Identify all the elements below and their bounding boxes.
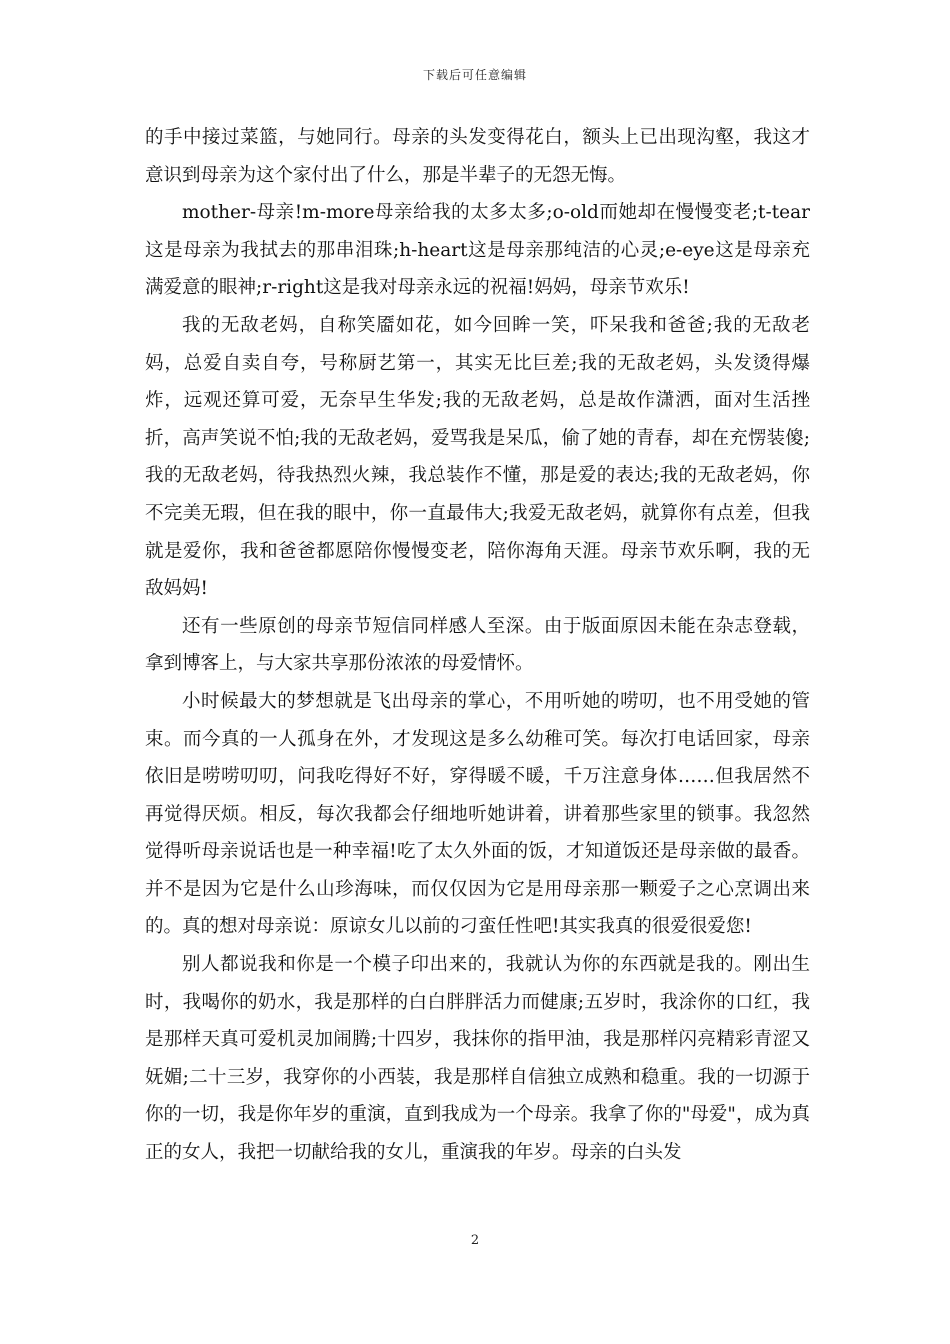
paragraph: 别人都说我和你是一个模子印出来的，我就认为你的东西就是我的。刚出生时，我喝你的奶水，我是那样的白白胖胖活力而健康;五岁时，我涂你的口红，我是那样天真可爱机灵加闹腾;十四岁，我抹你的指甲油，我是那样闪亮精彩青涩又妩媚;二十三岁，我穿你的小西装，我是那样自信独立成熟和稳重。我的一切源于你的一切，我是你年岁的重演，直到我成为一个母亲。我拿了你的"母爱"，成为真正的女人，我把一切献给我的女儿，重演我的年岁。母亲的白头发 xyxy=(145,954,810,1164)
page-header: 下载后可任意编辑 xyxy=(422,68,527,82)
document-body xyxy=(145,119,810,1172)
page-number: 2 xyxy=(470,1233,480,1248)
paragraph: 的手中接过菜篮，与她同行。母亲的头发变得花白，额头上已出现沟壑，我这才意识到母亲为这个家付出了什么，那是半辈子的无怨无悔。 xyxy=(145,127,810,186)
paragraph: 我的无敌老妈，自称笑靥如花，如今回眸一笑，吓呆我和爸爸;我的无敌老妈，总爱自卖自夸，号称厨艺第一，其实无比巨差;我的无敌老妈，头发烫得爆炸，远观还算可爱，无奈早生华发;我的无敌老妈，总是故作潇洒，面对生活挫折，高声笑说不怕;我的无敌老妈，爱骂我是呆瓜，偷了她的青春，却在充愣装傻;我的无敌老妈，待我热烈火辣，我总装作不懂，那是爱的表达;我的无敌老妈，你不完美无瑕，但在我的眼中，你一直最伟大;我爱无敌老妈，就算你有点差，但我就是爱你，我和爸爸都愿陪你慢慢变老，陪你海角天涯。母亲节欢乐啊，我的无敌妈妈! xyxy=(145,314,810,600)
paragraph: 还有一些原创的母亲节短信同样感人至深。由于版面原因未能在杂志登载，拿到博客上，与大家共享那份浓浓的母爱情怀。 xyxy=(145,615,810,675)
paragraph: 小时候最大的梦想就是飞出母亲的掌心，不用听她的唠叨，也不用受她的管束。而今真的一人孤身在外，才发现这是多么幼稚可笑。每次打电话回家，母亲依旧是唠唠叨叨，问我吃得好不好，穿得暖不暖，千万注意身体……但我居然不再觉得厌烦。相反，每次我都会仔细地听她讲着，讲着那些家里的锁事。我忽然觉得听母亲说话也是一种幸福!吃了太久外面的饭，才知道饭还是母亲做的最香。并不是因为它是什么山珍海味，而仅仅因为它是用母亲那一颗爱子之心烹调出来的。真的想对母亲说：原谅女儿以前的刁蛮任性吧!其实我真的很爱很爱您! xyxy=(145,690,811,938)
paragraph: mother-母亲!m-more母亲给我的太多太多;o-old而她却在慢慢变老;t-tear这是母亲为我拭去的那串泪珠;h-heart这是母亲那纯洁的心灵;e-eye这是母亲充满爱意的眼神;r-right这是我对母亲永远的祝福!妈妈，母亲节欢乐! xyxy=(145,202,810,299)
